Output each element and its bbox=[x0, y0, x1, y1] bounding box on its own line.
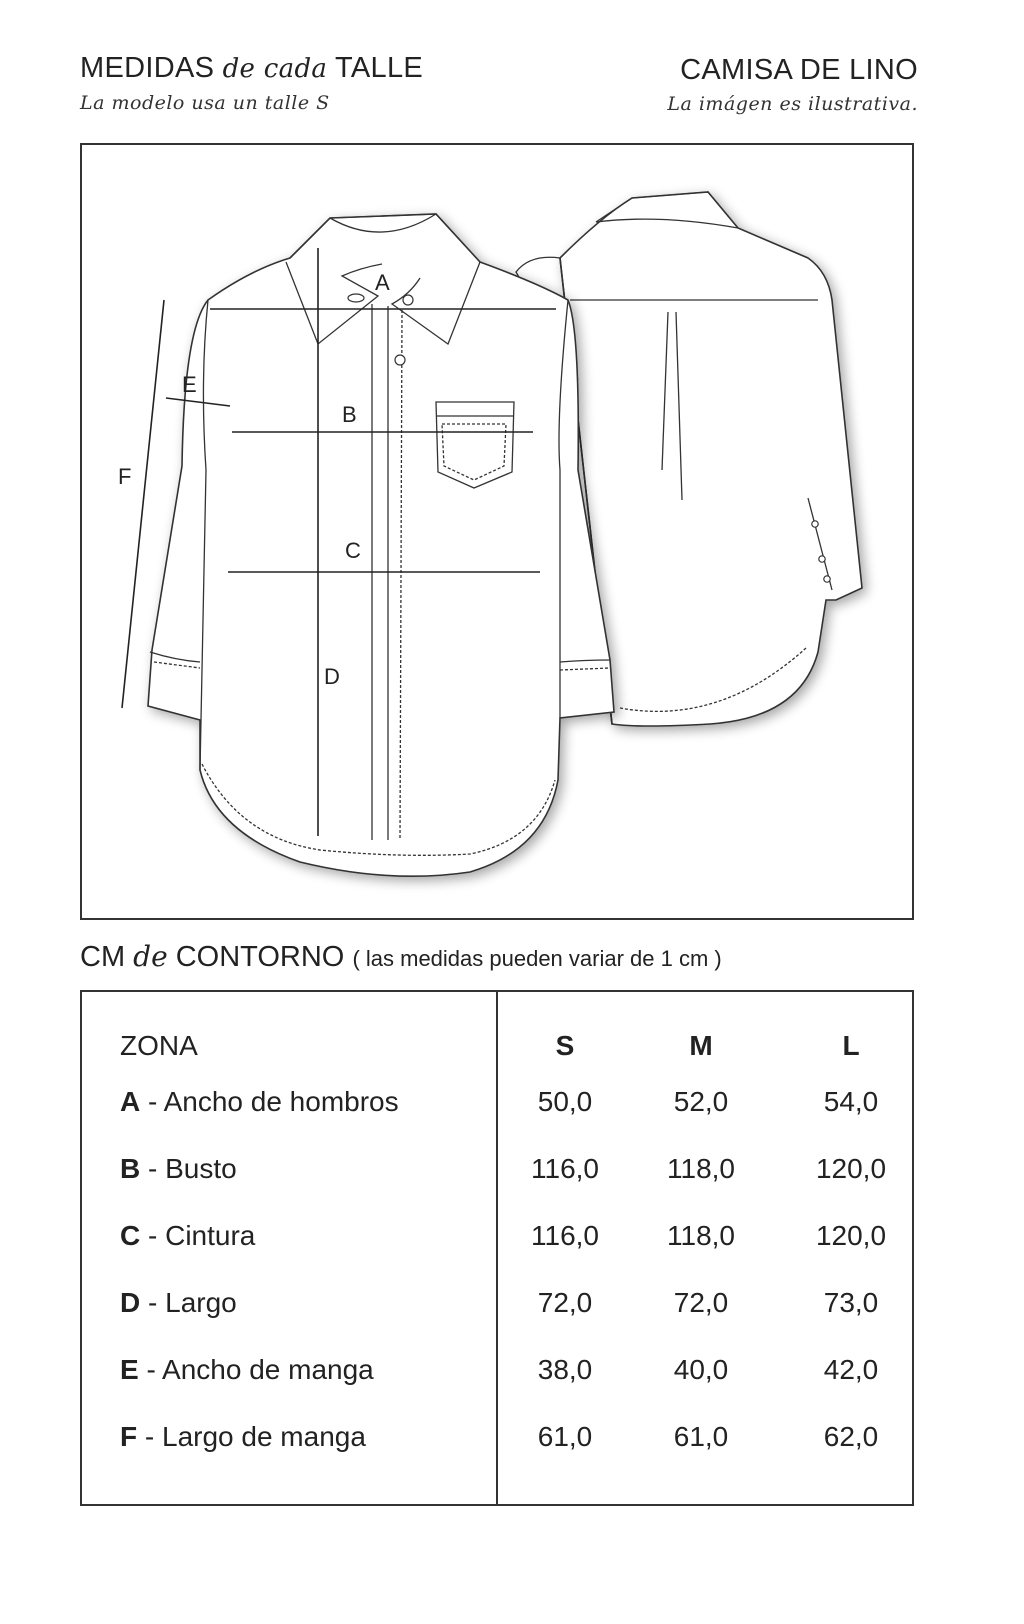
value-cell: 120,0 bbox=[815, 1220, 887, 1251]
label-a: A bbox=[375, 270, 390, 295]
row-name: - Cintura bbox=[140, 1220, 256, 1251]
row-letter: F bbox=[120, 1421, 138, 1452]
contorno-post: CONTORNO bbox=[175, 941, 345, 973]
table-row bbox=[120, 1086, 399, 1118]
row-name: - Ancho de manga bbox=[138, 1354, 374, 1385]
table-row bbox=[120, 1287, 237, 1319]
value-cell: 61,0 bbox=[537, 1421, 593, 1452]
value-cell: 61,0 bbox=[673, 1421, 729, 1452]
size-header-l: L bbox=[842, 1030, 860, 1061]
value-cell: 116,0 bbox=[531, 1153, 599, 1184]
right-title: CAMISA DE LINO bbox=[680, 54, 918, 86]
size-table bbox=[80, 990, 914, 1506]
label-c: C bbox=[345, 538, 361, 563]
size-header-s: S bbox=[555, 1030, 575, 1061]
label-b: B bbox=[342, 402, 357, 427]
row-name: - Ancho de hombros bbox=[140, 1086, 399, 1117]
value-cell: 118,0 bbox=[667, 1153, 735, 1184]
contorno-italic: de bbox=[133, 940, 168, 973]
value-cell: 62,0 bbox=[823, 1421, 879, 1452]
contorno-heading bbox=[80, 940, 722, 974]
row-letter: D bbox=[120, 1287, 141, 1318]
value-cell: 118,0 bbox=[667, 1220, 735, 1251]
value-cell: 73,0 bbox=[823, 1287, 879, 1318]
row-letter: A bbox=[120, 1086, 141, 1117]
right-subtitle: La imágen es ilustrativa. bbox=[667, 93, 918, 115]
table-row bbox=[120, 1153, 237, 1185]
left-title-post: TALLE bbox=[335, 52, 424, 84]
label-d: D bbox=[324, 664, 340, 689]
value-cell: 52,0 bbox=[673, 1086, 729, 1117]
row-letter: E bbox=[120, 1354, 139, 1385]
shirt-front-view bbox=[148, 214, 614, 876]
value-cell: 42,0 bbox=[823, 1354, 879, 1385]
left-title-italic: de cada bbox=[222, 54, 328, 84]
contorno-pre: CM bbox=[80, 941, 126, 973]
left-subtitle: La modelo usa un talle S bbox=[80, 92, 330, 114]
table-divider bbox=[496, 992, 498, 1504]
table-row bbox=[120, 1421, 366, 1453]
value-cell: 72,0 bbox=[673, 1287, 729, 1318]
contorno-note: ( las medidas pueden variar de 1 cm ) bbox=[352, 946, 722, 971]
row-name: - Busto bbox=[140, 1153, 237, 1184]
value-cell: 116,0 bbox=[531, 1220, 599, 1251]
row-name: - Largo bbox=[140, 1287, 237, 1318]
value-cell: 120,0 bbox=[815, 1153, 887, 1184]
table-row bbox=[120, 1354, 374, 1386]
value-cell: 50,0 bbox=[537, 1086, 593, 1117]
value-cell: 40,0 bbox=[673, 1354, 729, 1385]
value-cell: 38,0 bbox=[537, 1354, 593, 1385]
label-f: F bbox=[118, 464, 132, 489]
size-header-m: M bbox=[689, 1030, 713, 1061]
zona-header: ZONA bbox=[120, 1030, 198, 1061]
value-cell: 54,0 bbox=[823, 1086, 879, 1117]
row-name: - Largo de manga bbox=[137, 1421, 366, 1452]
table-row bbox=[120, 1220, 255, 1252]
value-cell: 72,0 bbox=[537, 1287, 593, 1318]
row-letter: C bbox=[120, 1220, 141, 1251]
label-e: E bbox=[182, 372, 197, 397]
left-title-pre: MEDIDAS bbox=[80, 52, 215, 84]
row-letter: B bbox=[120, 1153, 141, 1184]
